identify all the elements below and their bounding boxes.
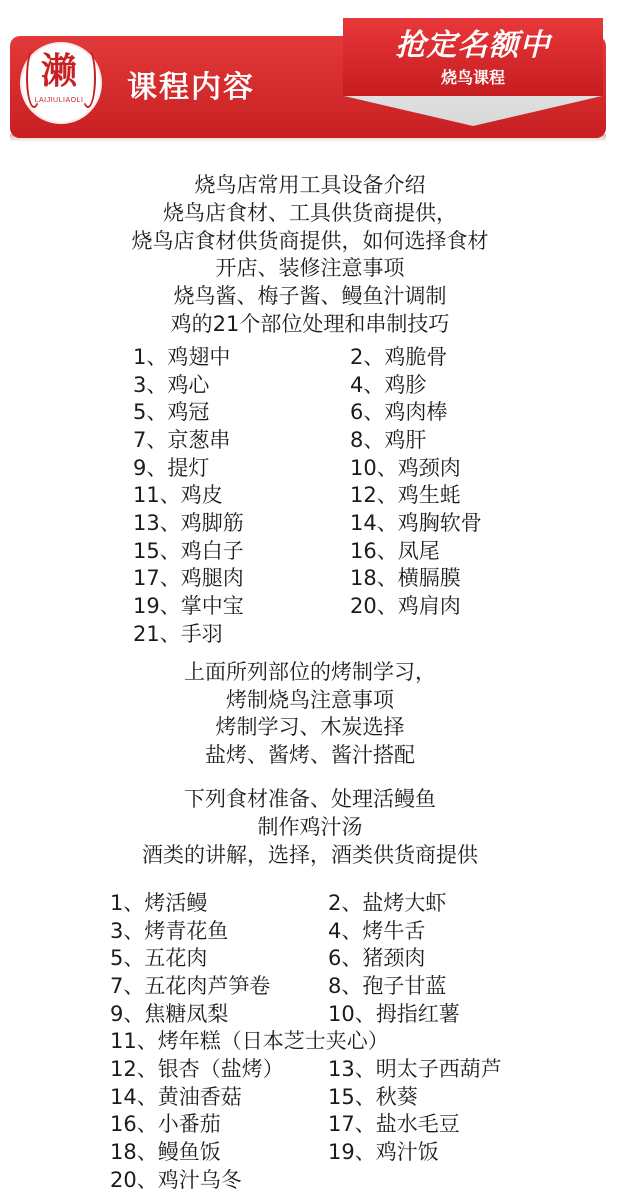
list-item: 19、掌中宝 [133, 594, 244, 618]
middle-line: 上面所列部位的烤制学习， [184, 660, 436, 684]
list-item: 1、烤活鳗 [110, 891, 208, 915]
list-item: 8、孢子甘蓝 [328, 974, 447, 998]
list-item: 14、鸡胸软骨 [350, 511, 482, 535]
list-item: 17、鸡腿肉 [133, 566, 244, 590]
intro-line: 鸡的21个部位处理和串制技巧 [170, 312, 450, 336]
prep-line: 制作鸡汁汤 [257, 815, 363, 839]
list-item: 8、鸡肝 [350, 428, 427, 452]
list-item: 1、鸡翅中 [133, 345, 231, 369]
list-item: 7、五花肉芦笋卷 [110, 974, 271, 998]
list-item: 11、烤年糕（日本芝士夹心） [110, 1029, 389, 1053]
list-item: 15、秋葵 [328, 1085, 418, 1109]
list-item: 12、银杏（盐烤） [110, 1057, 284, 1081]
list-item: 16、小番茄 [110, 1112, 221, 1136]
list-item: 7、京葱串 [133, 428, 231, 452]
list-item: 9、提灯 [133, 456, 210, 480]
list-item: 13、明太子西葫芦 [328, 1057, 502, 1081]
list-item: 21、手羽 [133, 622, 223, 646]
list-item: 10、拇指红薯 [328, 1002, 460, 1026]
intro-line: 烧鸟店食材、工具供货商提供， [163, 201, 457, 225]
list-item: 6、鸡肉棒 [350, 400, 448, 424]
list-item: 16、凤尾 [350, 539, 440, 563]
list-item: 2、盐烤大虾 [328, 891, 447, 915]
middle-line: 烤制学习、木炭选择 [215, 715, 405, 739]
list-item: 9、焦糖凤梨 [110, 1002, 229, 1026]
list-item: 19、鸡汁饭 [328, 1140, 439, 1164]
list-item: 17、盐水毛豆 [328, 1112, 460, 1136]
list-item: 10、鸡颈肉 [350, 456, 461, 480]
list-item: 4、鸡胗 [350, 373, 427, 397]
list-item: 15、鸡白子 [133, 539, 244, 563]
list-item: 18、鳗鱼饭 [110, 1140, 221, 1164]
intro-line: 烧鸟店食材供货商提供，如何选择食材 [131, 229, 489, 253]
list-item: 3、烤青花鱼 [110, 919, 229, 943]
section-title: 课程内容 [127, 70, 255, 105]
list-item: 11、鸡皮 [133, 483, 223, 507]
list-item: 2、鸡脆骨 [350, 345, 448, 369]
list-item: 5、鸡冠 [133, 400, 210, 424]
tag-subtitle: 烧鸟课程 [440, 68, 505, 87]
prep-line: 下列食材准备、处理活鳗鱼 [184, 787, 436, 811]
intro-line: 开店、装修注意事项 [215, 256, 405, 280]
logo-subtext: LAIJIULIAOLI [34, 97, 84, 104]
intro-line: 烧鸟店常用工具设备介绍 [194, 173, 426, 197]
list-item: 20、鸡汁乌冬 [110, 1168, 242, 1192]
intro-line: 烧鸟酱、梅子酱、鳗鱼汁调制 [173, 284, 447, 308]
middle-line: 盐烤、酱烤、酱汁搭配 [205, 743, 415, 767]
middle-line: 烤制烧鸟注意事项 [226, 688, 394, 712]
logo-character: 濑 [40, 51, 77, 92]
list-item: 3、鸡心 [133, 373, 210, 397]
list-item: 13、鸡脚筋 [133, 511, 244, 535]
list-item: 6、猪颈肉 [328, 946, 426, 970]
list-item: 5、五花肉 [110, 946, 208, 970]
list-item: 12、鸡生蚝 [350, 483, 461, 507]
list-item: 14、黄油香菇 [110, 1085, 242, 1109]
list-item: 4、烤牛舌 [328, 919, 426, 943]
list-item: 20、鸡肩肉 [350, 594, 461, 618]
list-item: 18、横膈膜 [350, 566, 461, 590]
prep-line: 酒类的讲解，选择，酒类供货商提供 [142, 843, 478, 867]
tag-title: 抢定名额中 [395, 28, 551, 63]
